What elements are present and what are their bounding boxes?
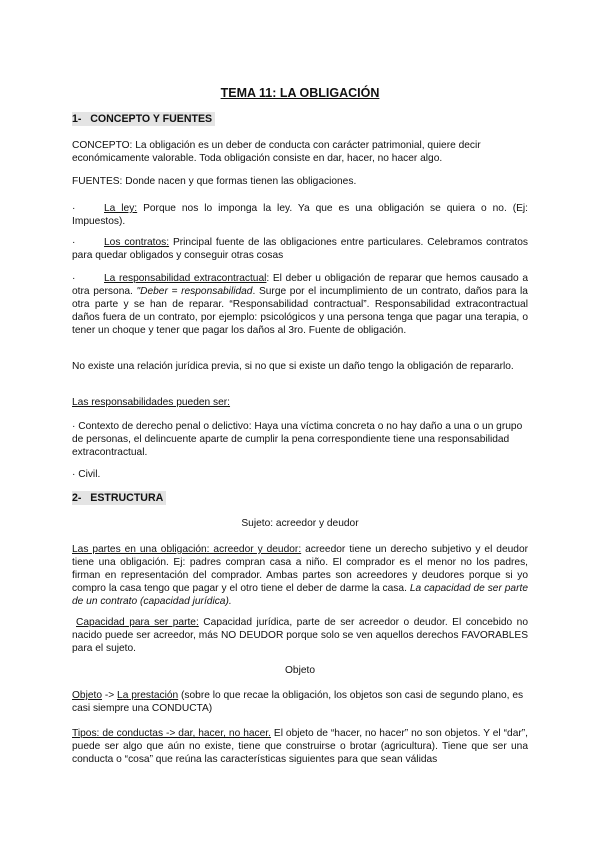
bullet-marker: · — [72, 273, 76, 284]
section-heading-2 — [72, 492, 166, 504]
capacidad-term: Capacidad para ser parte: — [76, 617, 199, 628]
list-item — [72, 236, 528, 262]
section-number: 1- — [72, 113, 82, 125]
fuentes-paragraph: FUENTES: Donde nacen y que formas tienen las obligaciones. — [72, 176, 357, 187]
partes-italic: La capacidad de ser parte de un contrato (capacidad jurídica). — [72, 583, 528, 607]
bullet-marker: · — [72, 203, 76, 214]
objeto-text: (sobre lo que recae la obligación, los objetos son casi de segundo plano, es casi siempre una CONDUCTA) — [72, 690, 524, 714]
item-text-continued: . Surge por el incumplimiento de un contrato, daños para la otra parte y se han de reparar. “Responsabilidad contractual”. Responsabilidad extracontractual daños fuera de un contrato, por ejemplo: psicológicos y una persona tenga que pagar una terapia, o tener un choque y tener que pagar los daños al 3ro. Fuente de obligación. — [72, 286, 528, 336]
item-term: Los contratos: — [104, 237, 170, 248]
page-title: TEMA 11: LA OBLIGACIÓN — [220, 86, 380, 100]
item-text: Porque nos lo imponga la ley. Ya que es una obligación se quiera o no. (Ej: Impuestos). — [72, 203, 529, 227]
tipos-text: El objeto de “hacer, no hacer” no son objetos. Y el “dar”, puede ser algo que aún no existe, tiene que construirse o brotar (agricultura). Tiene que ser una conducta o “cosa” que reúna las características siguientes para que sean válidas — [72, 728, 528, 765]
section-title: ESTRUCTURA — [90, 492, 164, 504]
item-text: Principal fuente de las obligaciones entre particulares. Celebramos contratos para quedar obligados y conseguir otras cosas — [72, 237, 528, 261]
objeto-term: Objeto — [72, 690, 103, 701]
partes-text: acreedor tiene un derecho subjetivo y el deudor tiene una obligación. Ej: padres compran casa a niño. El comprador es el menor no los padres, firman en representación del comprador. Ambas partes son acreedores y deudores porque si yo compro la casa tengo que pagar y el otro tiene el deber de darme la casa. — [72, 544, 528, 594]
concepto-paragraph: CONCEPTO: La obligación es un deber de conducta con carácter patrimonial, quiere decir económicamente valorable. Toda obligación consiste en dar, hacer, no hacer algo. — [72, 140, 481, 164]
item-term: La ley: — [104, 203, 138, 214]
responsabilidad-civil-paragraph: · Civil. — [72, 469, 101, 480]
objeto-subheading: Objeto — [284, 665, 315, 676]
tipos-paragraph — [72, 727, 528, 766]
section-title: CONCEPTO Y FUENTES — [90, 113, 213, 125]
list-item — [72, 272, 528, 337]
capacidad-text: Capacidad jurídica, parte de ser acreedor o deudor. El concebido no nacido puede ser acreedor, más NO DEUDOR porque solo se ven aquellos derechos FAVORABLES para el sujeto. — [72, 617, 529, 654]
item-italic: "Deber = responsabilidad — [136, 286, 253, 297]
no-existe-paragraph: No existe una relación jurídica previa, si no que si existe un daño tengo la obligación de repararlo. — [72, 361, 514, 372]
objeto-arrow: -> — [102, 690, 118, 701]
prestacion-term: La prestación — [117, 690, 179, 701]
item-text: : El deber u obligación de reparar que hemos causado a otra persona. — [72, 273, 528, 297]
responsabilidades-heading: Las responsabilidades pueden ser: — [72, 397, 231, 408]
responsabilidad-penal-paragraph: · Contexto de derecho penal o delictivo: Haya una víctima concreta o no hay daño a una o un grupo de personas, el delincuente aparte de cumplir la pena correspondiente tiene una responsabilidad extracontractual. — [72, 421, 523, 458]
objeto-paragraph — [72, 689, 528, 715]
tipos-term: Tipos: de conductas -> dar, hacer, no hacer. — [72, 728, 271, 739]
bullet-marker: · — [72, 237, 76, 248]
capacidad-paragraph — [72, 616, 528, 655]
item-term: La responsabilidad extracontractual — [104, 273, 267, 284]
list-item — [72, 202, 528, 228]
sujeto-subheading: Sujeto: acreedor y deudor — [241, 518, 359, 529]
partes-paragraph — [72, 543, 528, 608]
section-heading-1 — [72, 113, 215, 125]
partes-term: Las partes en una obligación: acreedor y deudor: — [72, 544, 302, 555]
section-number: 2- — [72, 492, 82, 504]
